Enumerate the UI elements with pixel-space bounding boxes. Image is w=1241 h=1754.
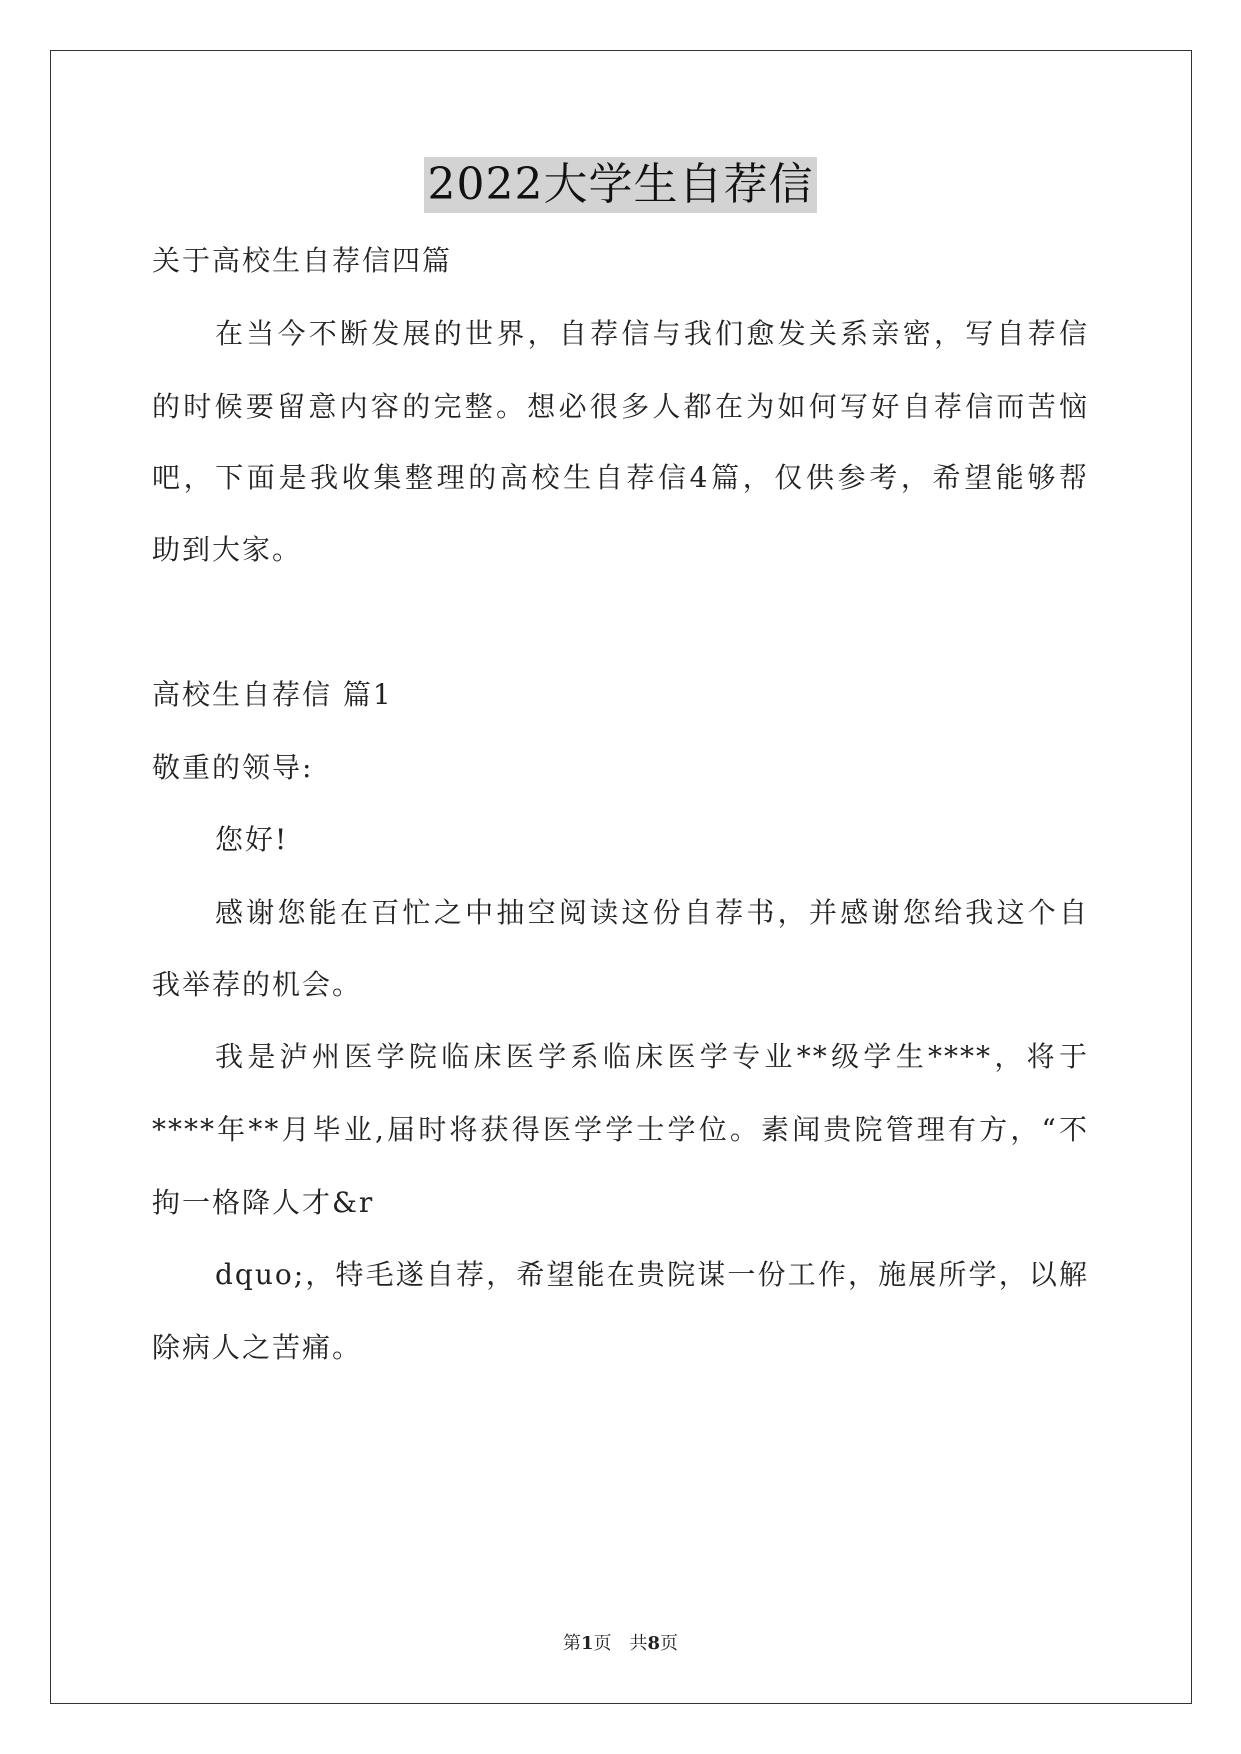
total-suffix: 页 [660, 1633, 679, 1654]
greeting: 您好! [215, 823, 289, 856]
subtitle-line: 关于高校生自荐信四篇 [152, 244, 453, 277]
paragraph-line: ****年**月毕业,届时将获得医学学士学位。素闻贵院管理有方，“不 [152, 1113, 1089, 1146]
page-suffix: 页 [593, 1633, 612, 1654]
total-page-number: 8 [647, 1633, 661, 1654]
page-prefix: 第 [562, 1633, 581, 1654]
paragraph-line: 助到大家。 [152, 533, 303, 566]
page-footer [0, 1632, 1241, 1656]
paragraph-line: 拘一格降人才&r [152, 1186, 375, 1219]
section-heading: 高校生自荐信 篇1 [152, 678, 393, 711]
paragraph-line: 感谢您能在百忙之中抽空阅读这份自荐书，并感谢您给我这个自 [215, 896, 1089, 929]
paragraph-line: 的时候要留意内容的完整。想必很多人都在为如何写好自荐信而苦恼 [152, 390, 1089, 423]
paragraph-line: 除病人之苦痛。 [152, 1331, 363, 1364]
total-prefix: 共 [629, 1633, 648, 1654]
current-page-number: 1 [580, 1633, 594, 1654]
paragraph-line: 在当今不断发展的世界，自荐信与我们愈发关系亲密，写自荐信 [215, 317, 1089, 350]
page-border [50, 50, 1192, 1704]
title-container [0, 157, 1241, 213]
paragraph-line: 我是泸州医学院临床医学系临床医学专业**级学生****，将于 [215, 1040, 1089, 1073]
salutation: 敬重的领导: [152, 751, 314, 784]
paragraph-line: 吧，下面是我收集整理的高校生自荐信4篇，仅供参考，希望能够帮 [152, 461, 1089, 494]
paragraph-line: dquo;，特毛遂自荐，希望能在贵院谋一份工作，施展所学，以解 [215, 1258, 1089, 1291]
paragraph-line: 我举荐的机会。 [152, 968, 363, 1001]
document-title: 2022大学生自荐信 [424, 157, 818, 213]
